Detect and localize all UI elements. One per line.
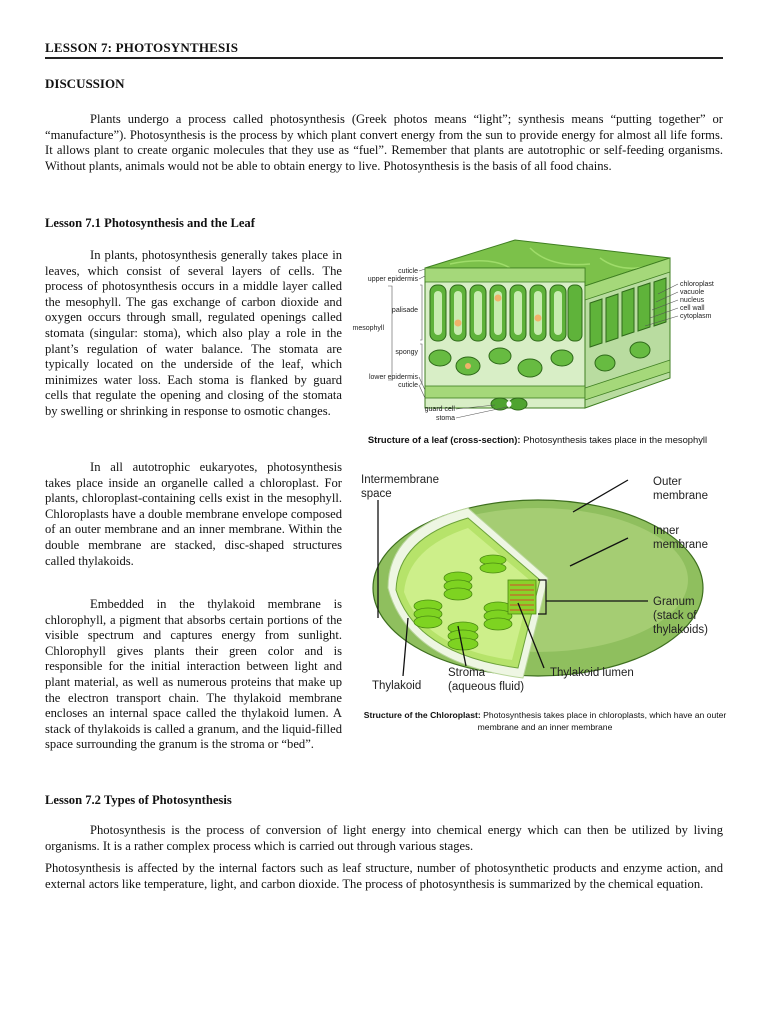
lesson-7-1-heading: Lesson 7.1 Photosynthesis and the Leaf [45,216,255,230]
label-spongy: spongy [395,349,418,356]
chloroplast-figure [348,468,728,704]
label-cuticle-top: cuticle [398,268,418,275]
title-rule [45,57,723,59]
lesson-7-2-paragraph-2: Photosynthesis is affected by the internal factors such as leaf structure, number of photosynthetic products and enzyme action, and external actors like temperature, light, and carbon dioxide. The process of photosynthesis is summarized by the chemical equation. [45,861,723,891]
label-granum-1: Granum [653,596,695,608]
label-stroma-2: (aqueous fluid) [448,681,525,693]
intro-paragraph: Plants undergo a process called photosynthesis (Greek photos means “light”; synthesis means “putting together” or “manufacture”). Photosynthesis is the process by which plant convert energy from the sun to provide energy for almost all life forms. It allows plant to create organic molecules that they use as “fuel”. Remember that plants are autotrophic or self-feeding organisms. Without plants, animals would not be able to obtain energy to live. Photosynthesis is the basis of all food chains. [45,112,723,173]
label-outer-2: membrane [653,490,708,502]
label-palisade: palisade [391,307,418,314]
label-stroma-1: Stroma [448,667,486,679]
label-intermembrane-1: Intermembrane [361,474,439,486]
section-heading: DISCUSSION [45,76,125,91]
label-vacuole: vacuole [680,289,705,296]
label-thylakoid: Thylakoid [372,680,422,692]
label-granum-2: (stack of [653,610,697,622]
label-inner-2: membrane [653,539,708,551]
label-cell-wall: cell wall [680,305,705,312]
label-cytoplasm: cytoplasm [680,313,712,320]
lesson-7-1-paragraph-1: In plants, photosynthesis generally takes place in leaves, which consist of several layers of cells. The process of photosynthesis occurs in a middle layer called the mesophyll. The gas exchange of carbon dioxide and oxygen occurs through small, regulated openings called stomata (singular: stoma), which also play a role in the plant’s regulation of water balance. The stomata are typically located on the underside of the leaf, which minimizes water loss. Each stoma is flanked by guard cells that regulate the opening and closing of the stomata by swelling or shrinking in response to osmotic changes. [45,248,342,418]
label-chloroplast: chloroplast [680,281,714,288]
label-upper-epidermis: upper epidermis [367,276,418,283]
lesson-7-1-paragraph-3: Embedded in the thylakoid membrane is chlorophyll, a pigment that absorbs certain portions of the visible spectrum and captures energy from sunlight. Chlorophyll gives plants their green color and is responsible for the initial interaction between light and plant material, as well as numerous proteins that make up the electron transport chain. The thylakoid membrane encloses an internal space called the thylakoid lumen. A stack of thylakoids is called a granum, and the liquid-filled space surrounding the granum is the stroma or “bed”. [45,597,342,752]
label-cuticle-bottom: cuticle [398,382,418,389]
label-intermembrane-2: space [361,488,392,500]
lesson-7-2-heading: Lesson 7.2 Types of Photosynthesis [45,793,232,807]
lesson-title: LESSON 7: PHOTOSYNTHESIS [45,40,239,55]
label-outer-1: Outer [653,476,682,488]
stoma-opening [507,401,512,407]
label-stoma: stoma [435,415,455,422]
label-inner-1: Inner [653,525,680,537]
label-lower-epidermis: lower epidermis [368,374,418,381]
label-mesophyll: mesophyll [352,325,384,332]
label-granum-3: thylakoids) [653,624,708,636]
lesson-7-2-paragraph-1: Photosynthesis is the process of conversion of light energy into chemical energy which can then be utilized by living organisms. It is a rather complex process which is carried out through various stages. [45,823,723,853]
lesson-7-1-paragraph-2: In all autotrophic eukaryotes, photosynthesis takes place inside an organelle called a chloroplast. For plants, chloroplast-containing cells exist in the mesophyll. Chloroplasts have a double membrane envelope composed of an outer membrane and an inner membrane. Within the double membrane are stacked, disc-shaped structures called thylakoids. [45,460,342,568]
label-nucleus: nucleus [680,297,705,304]
granum-stack [508,580,536,614]
label-guard-cell: guard cell [424,406,455,413]
label-thylakoid-lumen: Thylakoid lumen [550,667,634,679]
chloroplast-figure-caption: Structure of the Chloroplast: Photosynthesis takes place in chloroplasts, which have an outer membrane and an inner membrane [363,710,727,732]
leaf-figure-caption: Structure of a leaf (cross-section): Photosynthesis takes place in the mesophyll [367,434,708,445]
leaf-cross-section-figure [340,228,730,428]
